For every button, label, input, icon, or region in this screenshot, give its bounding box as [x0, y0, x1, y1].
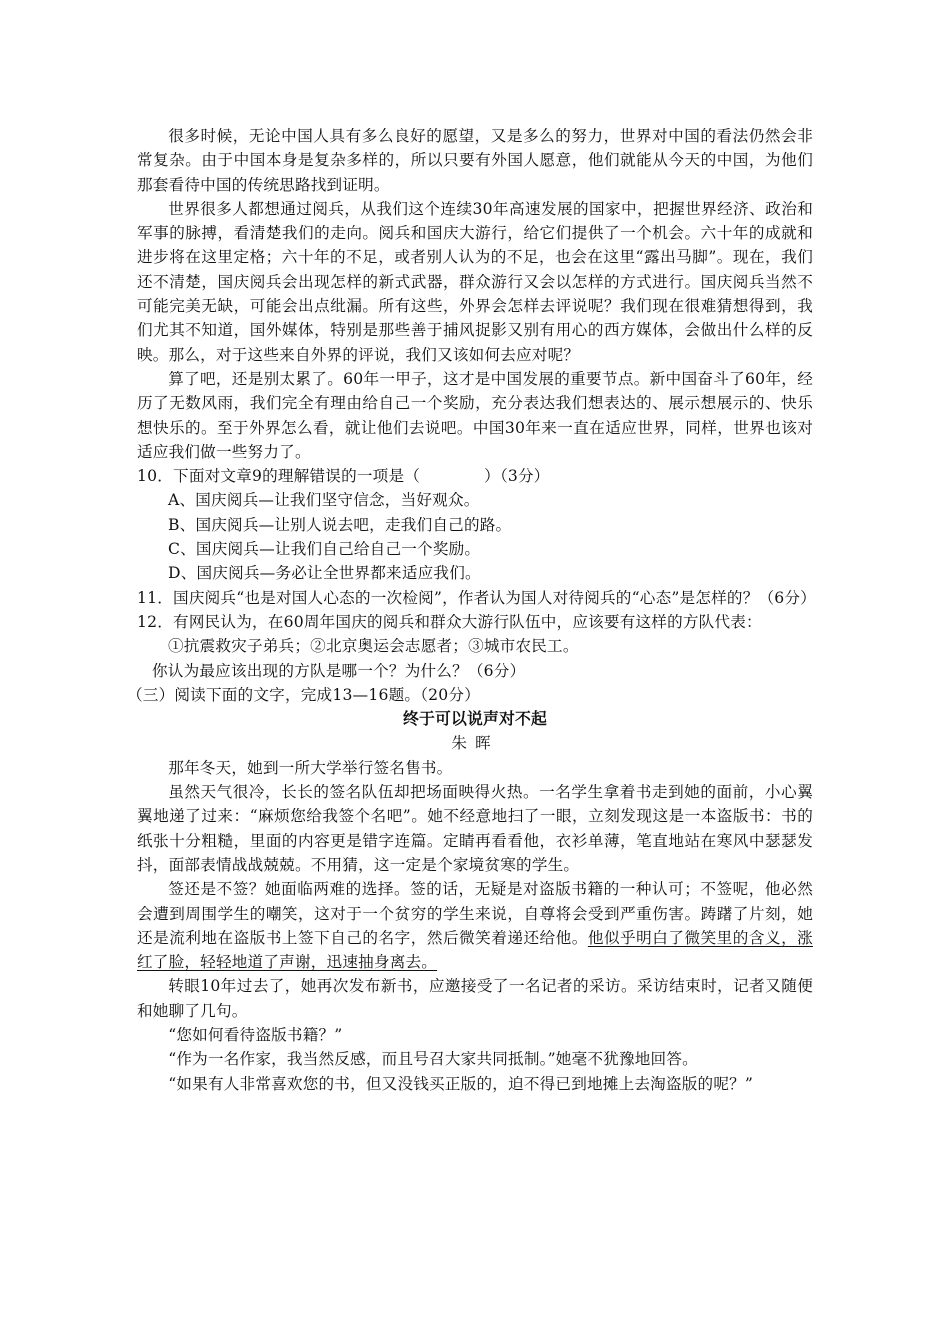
story-dialogue-2: “作为一名作家，我当然反感，而且号召大家共同抵制。”她毫不犹豫地回答。: [168, 1050, 698, 1069]
question-10-stem: 10．下面对文章9的理解错误的一项是（: [137, 467, 421, 486]
passage-paragraph-1: 很多时候，无论中国人具有多么良好的愿望，又是多么的努力，世界对中国的看法仍然会非常复杂。由于中国本身是复杂多样的，所以只要有外国人愿意，他们就能从今天的中国，为他们那套看待中国的传统思路找到证明。: [137, 127, 813, 194]
document-page: [127, 124, 817, 1096]
story-paragraph-4: 转眼10年过去了，她再次发布新书，应邀接受了一名记者的采访。采访结束时，记者又随便和她聊了几句。: [137, 977, 813, 1020]
question-12-stem: 12．有网民认为，在60周年国庆的阅兵和群众大游行队伍中，应该要有这样的方队代表：: [137, 612, 762, 631]
story-paragraph-1: 那年冬天，她到一所大学举行签名售书。: [168, 758, 453, 777]
question-10-option-a: A、国庆阅兵—让我们坚守信念，当好观众。: [168, 491, 480, 510]
section-3-heading: （三）阅读下面的文字，完成13—16题。（20分）: [127, 685, 481, 704]
story-paragraph-2: 虽然天气很冷，长长的签名队伍却把场面映得火热。一名学生拿着书走到她的面前，小心翼翼地递了过来：“麻烦您给我签个名吧”。她不经意地扫了一眼，立刻发现这是一本盗版书：书的纸张十分粗糙，里面的内容更是错字连篇。定睛再看看他，衣衫单薄，笔直地站在寒风中瑟瑟发抖，面部表情战战兢兢。不用猜，这一定是个家境贫寒的学生。: [137, 783, 813, 874]
question-12-items: ①抗震救灾子弟兵；②北京奥运会志愿者；③城市农民工。: [168, 637, 579, 656]
question-10: [137, 464, 813, 488]
story-paragraph-3: [137, 877, 813, 974]
story-title: 终于可以说声对不起: [403, 709, 547, 729]
question-10-option-c: C、国庆阅兵—让我们自己给自己一个奖励。: [168, 540, 481, 559]
question-10-option-d: D、国庆阅兵—务必让全世界都来适应我们。: [168, 564, 481, 583]
underlined-sentence: 他似乎明白了微笑里的含义，涨红了脸，轻轻地道了声谢，迅速抽身离去。: [137, 928, 813, 972]
question-12-ask: 你认为最应该出现的方队是哪一个？为什么？（6分）: [152, 661, 526, 680]
story-author: 朱晖: [451, 734, 499, 753]
story-dialogue-1: “您如何看待盗版书籍？”: [168, 1025, 343, 1044]
question-11: 11．国庆阅兵“也是对国人心态的一次检阅”，作者认为国人对待阅兵的“心态”是怎样的？（6分）: [137, 588, 817, 607]
question-10-score: ）（3分）: [484, 467, 550, 486]
story-paragraph-3-text: 签还是不签？她面临两难的选择。签的话，无疑是对盗版书籍的一种认可；不签呢，他必然会遭到周围学生的嘲笑，这对于一个贫穷的学生来说，自尊将会受到严重伤害。踌躇了片刻，她还是流利地在盗版书上签下自己的名字，然后微笑着递还给他。: [137, 880, 813, 947]
passage-paragraph-3: 算了吧，还是别太累了。60年一甲子，这才是中国发展的重要节点。新中国奋斗了60年，经历了无数风雨，我们完全有理由给自己一个奖励，充分表达我们想表达的、展示想展示的、快乐想快乐的。至于外界怎么看，就让他们去说吧。中国30年来一直在适应世界，同样，世界也该对适应我们做一些努力了。: [137, 369, 813, 461]
question-10-option-b: B、国庆阅兵—让别人说去吧，走我们自己的路。: [168, 515, 512, 534]
story-dialogue-3: “如果有人非常喜欢您的书，但又没钱买正版的，迫不得已到地摊上去淘盗版的呢？”: [168, 1074, 754, 1093]
passage-paragraph-2: 世界很多人都想通过阅兵，从我们这个连续30年高速发展的国家中，把握世界经济、政治和军事的脉搏，看清楚我们的走向。阅兵和国庆大游行，给它们提供了一个机会。六十年的成就和进步将在这里定格；六十年的不足，或者别人认为的不足，也会在这里“露出马脚”。现在，我们还不清楚，国庆阅兵会出现怎样的新式武器，群众游行又会以怎样的方式进行。国庆阅兵当然不可能完美无缺，可能会出点纰漏。所有这些，外界会怎样去评说呢？我们现在很难猜想得到，我们尤其不知道，国外媒体，特别是那些善于捕风捉影又别有用心的西方媒体，会做出什么样的反映。那么，对于这些来自外界的评说，我们又该如何去应对呢？: [137, 199, 813, 364]
